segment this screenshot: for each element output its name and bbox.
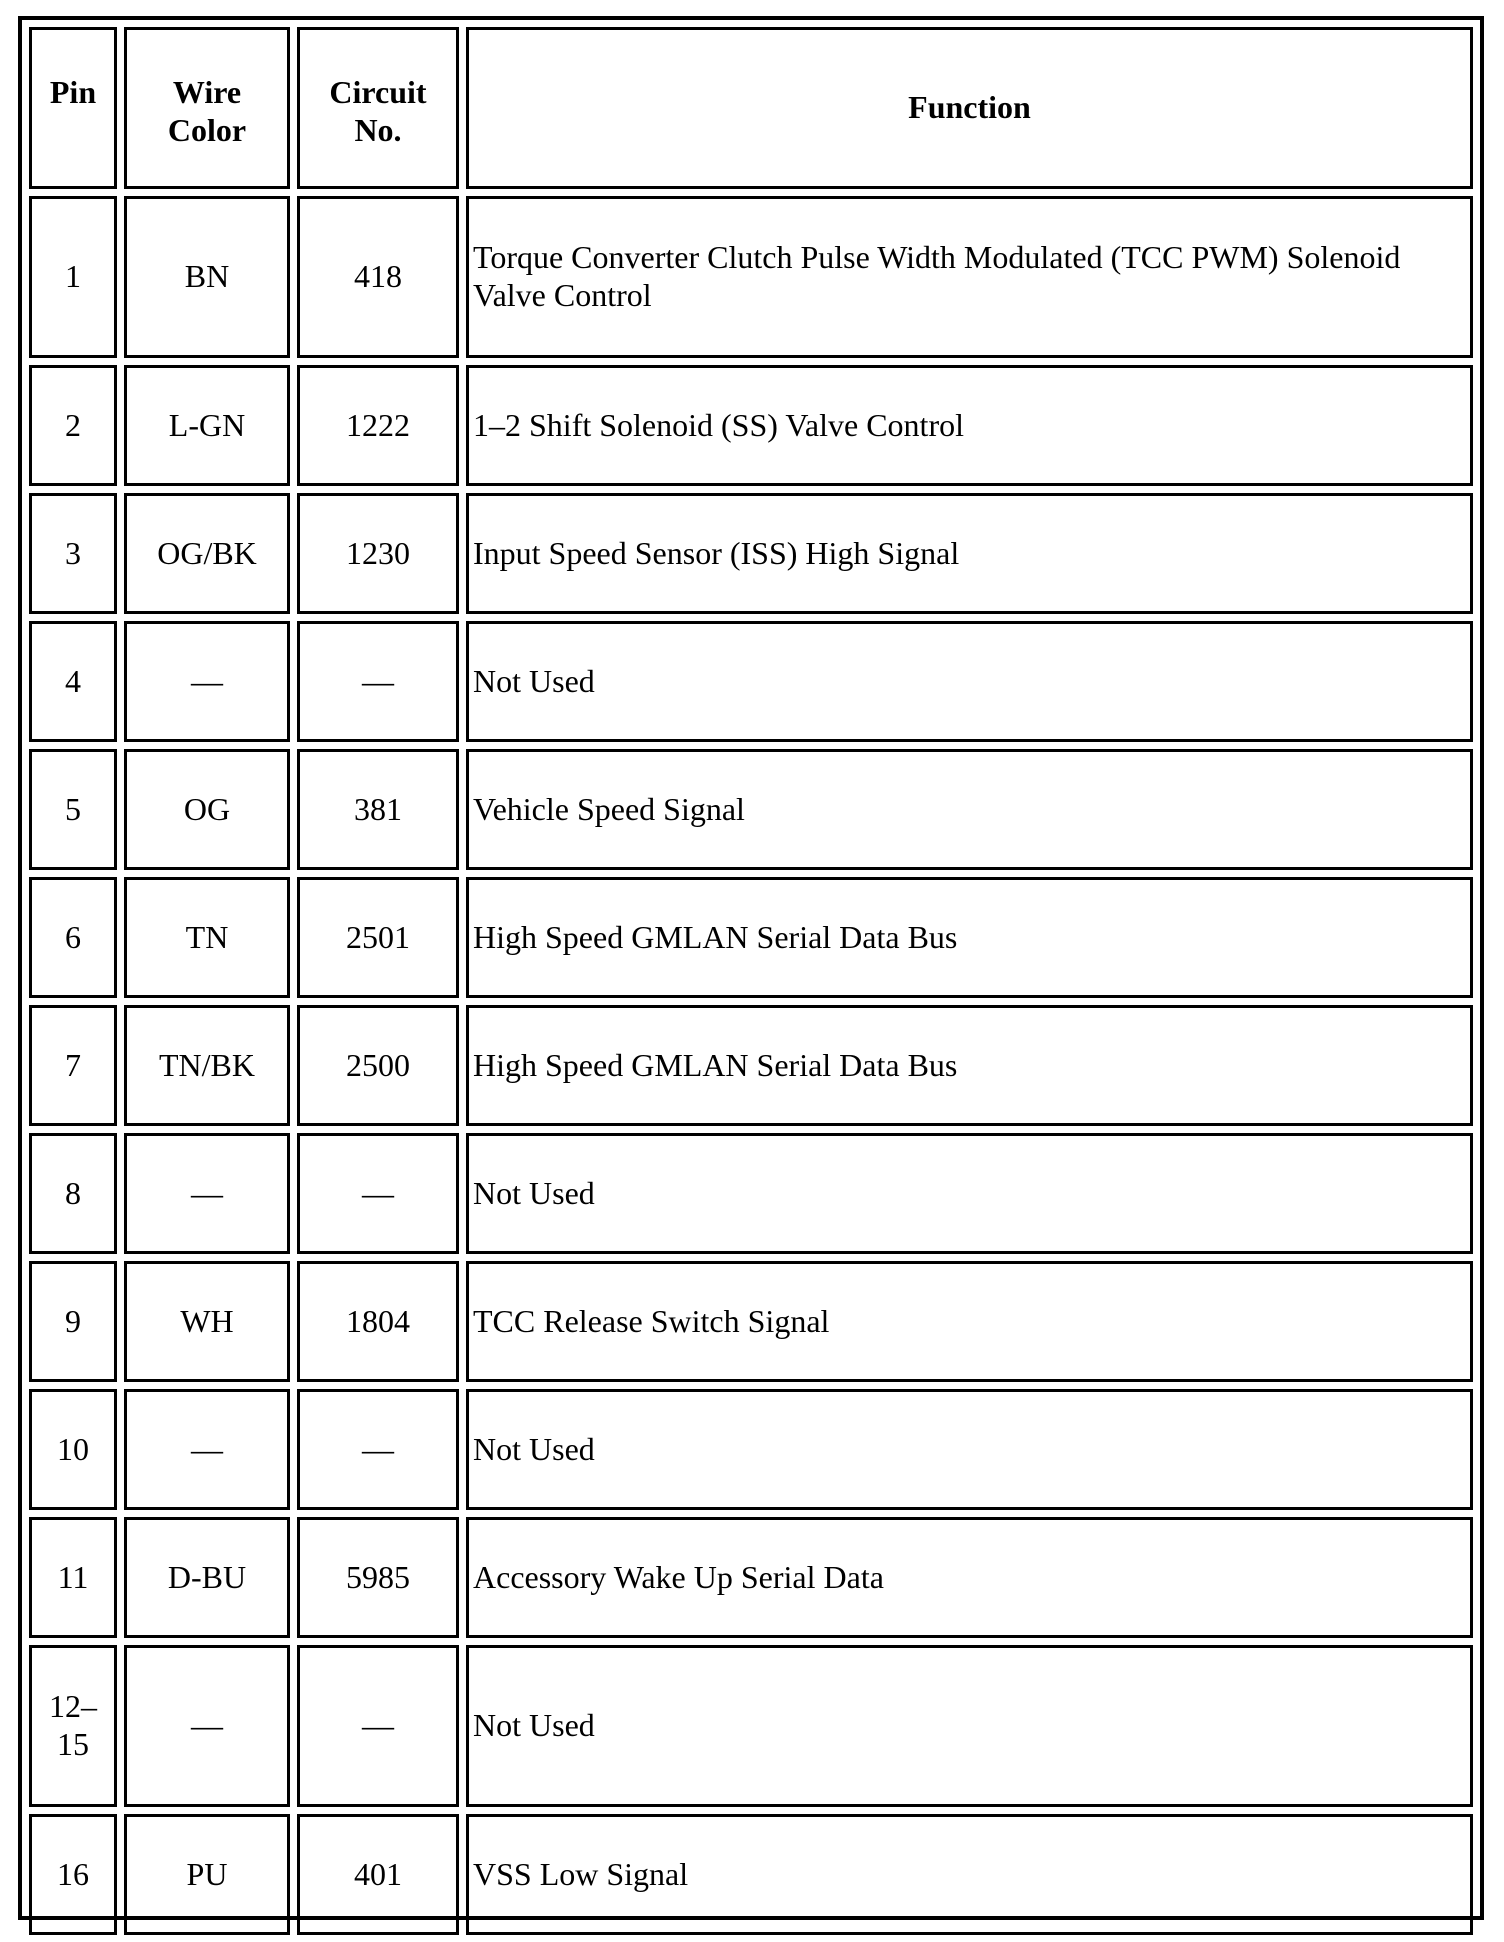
header-wire-color-line-2: Color — [167, 111, 247, 148]
circuit-cell: 1230 — [297, 493, 459, 614]
connector-pinout-table-frame — [18, 16, 1484, 1920]
function-cell: Not Used — [466, 621, 1473, 742]
pin-value: 10 — [57, 1430, 89, 1467]
table-row — [29, 365, 1473, 486]
function-cell: Not Used — [466, 1645, 1473, 1807]
wire-color-cell: — — [124, 1645, 290, 1807]
table-row — [29, 1645, 1473, 1807]
pin-cell — [29, 1645, 117, 1807]
pin-cell — [29, 196, 117, 358]
table-row — [29, 877, 1473, 998]
pin-value: 16 — [57, 1855, 89, 1892]
header-circuit-no — [297, 27, 459, 189]
circuit-cell: 381 — [297, 749, 459, 870]
pin-value: 5 — [65, 790, 81, 827]
circuit-cell: 5985 — [297, 1517, 459, 1638]
header-row — [29, 27, 1473, 189]
pin-value: 11 — [57, 1558, 89, 1595]
pin-cell — [29, 749, 117, 870]
pin-cell — [29, 1133, 117, 1254]
function-cell: Not Used — [466, 1133, 1473, 1254]
wire-color-cell: PU — [124, 1814, 290, 1935]
wire-color-cell: TN — [124, 877, 290, 998]
wire-color-cell: — — [124, 1389, 290, 1510]
function-cell: Torque Converter Clutch Pulse Width Modulated (TCC PWM) Solenoid Valve Control — [466, 196, 1473, 358]
circuit-cell: — — [297, 1133, 459, 1254]
circuit-cell: 1804 — [297, 1261, 459, 1382]
circuit-cell: 401 — [297, 1814, 459, 1935]
circuit-cell: 2500 — [297, 1005, 459, 1126]
function-cell: Input Speed Sensor (ISS) High Signal — [466, 493, 1473, 614]
wire-color-cell: — — [124, 621, 290, 742]
circuit-cell: — — [297, 621, 459, 742]
function-cell: High Speed GMLAN Serial Data Bus — [466, 877, 1473, 998]
table-row — [29, 621, 1473, 742]
circuit-cell: — — [297, 1389, 459, 1510]
wire-color-cell: OG — [124, 749, 290, 870]
wire-color-cell: OG/BK — [124, 493, 290, 614]
function-cell: Accessory Wake Up Serial Data — [466, 1517, 1473, 1638]
table-row — [29, 1261, 1473, 1382]
circuit-cell: 1222 — [297, 365, 459, 486]
header-wire-color-line-1: Wire — [172, 74, 242, 110]
table-row — [29, 1814, 1473, 1935]
header-circuit-no-line-1: Circuit — [329, 74, 427, 110]
pin-cell — [29, 1517, 117, 1638]
wire-color-cell: WH — [124, 1261, 290, 1382]
header-pin — [29, 27, 117, 189]
table-row — [29, 493, 1473, 614]
pin-cell — [29, 621, 117, 742]
circuit-cell: — — [297, 1645, 459, 1807]
table-row — [29, 1517, 1473, 1638]
circuit-cell: 2501 — [297, 877, 459, 998]
pin-value: 2 — [65, 406, 81, 443]
pin-cell — [29, 1389, 117, 1510]
function-cell: 1–2 Shift Solenoid (SS) Valve Control — [466, 365, 1473, 486]
pin-cell — [29, 493, 117, 614]
connector-pinout-table — [22, 20, 1480, 1942]
pin-cell — [29, 1261, 117, 1382]
wire-color-cell: D-BU — [124, 1517, 290, 1638]
header-circuit-no-line-2: No. — [354, 111, 402, 148]
header-pin-line-1: Pin — [49, 74, 97, 110]
pin-value: 8 — [65, 1174, 81, 1211]
function-cell: High Speed GMLAN Serial Data Bus — [466, 1005, 1473, 1126]
pin-cell — [29, 877, 117, 998]
pin-cell — [29, 365, 117, 486]
function-cell: TCC Release Switch Signal — [466, 1261, 1473, 1382]
pin-cell — [29, 1814, 117, 1935]
pin-value: 9 — [65, 1302, 81, 1339]
pin-value: 1 — [65, 258, 81, 295]
function-cell: VSS Low Signal — [466, 1814, 1473, 1935]
header-wire-color — [124, 27, 290, 189]
function-cell: Not Used — [466, 1389, 1473, 1510]
table-row — [29, 1133, 1473, 1254]
pin-value: 4 — [65, 662, 81, 699]
wire-color-cell: BN — [124, 196, 290, 358]
table-row — [29, 749, 1473, 870]
circuit-cell: 418 — [297, 196, 459, 358]
pin-value-line-2: 15 — [57, 1726, 89, 1762]
pin-value: 3 — [65, 534, 81, 571]
function-cell: Vehicle Speed Signal — [466, 749, 1473, 870]
table-row — [29, 1389, 1473, 1510]
table-row — [29, 196, 1473, 358]
wire-color-cell: TN/BK — [124, 1005, 290, 1126]
pin-cell — [29, 1005, 117, 1126]
pin-value: 6 — [65, 918, 81, 955]
wire-color-cell: L-GN — [124, 365, 290, 486]
pin-value: 7 — [65, 1046, 81, 1083]
header-function: Function — [466, 27, 1473, 189]
table-row — [29, 1005, 1473, 1126]
wire-color-cell: — — [124, 1133, 290, 1254]
pin-value-line-1: 12– — [49, 1688, 97, 1725]
